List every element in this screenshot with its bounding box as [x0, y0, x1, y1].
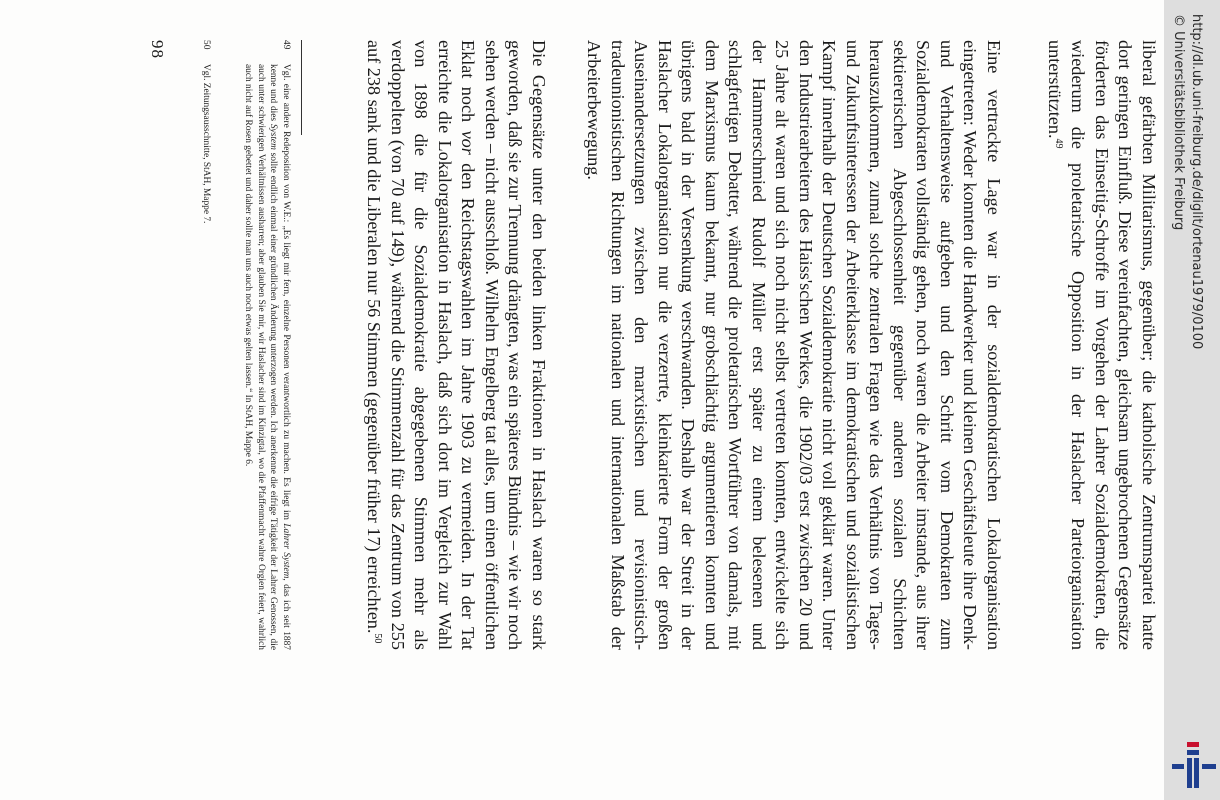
library-band-text — [1164, 0, 1220, 800]
paragraph-1: liberal gefärbten Militarismus, gegenüber; die katholische Zentrumspartei hatte dort geringen Einfluß. Diese vereinfachten, gleichsam ungebrochenen Gegensätze förderten das Einseitig-Schroffe im Vorgehen der Lahrer Sozialdemokraten, die wiederum die proletarische Opposition in der Haslacher Parteiorganisation unterstützten.$^{49}$ — [1045, 40, 1159, 650]
footnote-number: 49 — [281, 40, 291, 50]
footnote-divider — [301, 40, 302, 135]
paragraph-3: Die Gegensätze unter den beiden linken Fraktionen in Haslach waren so stark geworden, daß sie zur Trennung drängten, was ein späteres Bündnis – wie wir noch sehen werden – nicht ausschloß. Wilhelm Engelberg tat alles, um einen öffentlichen Eklat noch vor den Reichstagswahlen im Jahre 1903 zu vermeiden. In der Tat erreichte die Lokalorganisation in Haslach, daß sich dort im Vergleich zur Wahl von 1898 die für die Sozialdemokratie abgegebenen Stimmen mehr als verdoppelten (von 70 auf 149), während die Stimmenzahl für das Zentrum von 255 auf 238 sank und die Liberalen nur 56 Stimmen (gegenüber früher 17) erreichten.$^{50}$ — [364, 40, 549, 650]
scanned-page — [80, 40, 1160, 760]
footnote-50 — [200, 40, 213, 650]
footnote-49 — [242, 40, 292, 650]
footnote-text: Vgl. eine andere Redeposition von W.E.: „Es liegt mir fern, einzelne Personen verantwortlich zu machen. Es liegt im Lahrer System, das ich seit 1887 kenne und dies System sollte endlich einmal einer gründlichen Änderung unterzogen werden. Ich anerkenne die eifrige Tätigkeit der Lahrer Genossen, die auch unter schwierigen Verhältnissen ausharren; aber glauben Sie mir, wir Haslacher sind im Kinzigtal, wo die Pfaffenmacht wahre Orgien feiert, wahrlich auch nicht auf Rosen gebettet und daher sollte man uns auch noch etwas gelten lassen.“ In StAH, Mappe 6. — [243, 64, 291, 650]
ub-freiburg-logo-icon — [1172, 742, 1216, 790]
copyright-notice: © Universitätsbibliothek Freiburg — [1171, 14, 1186, 231]
paragraph-2: Eine vertrackte Lage war in der sozialdemokratischen Lokalorganisation eingetreten: Weder konnten die Handwerker und kleinen Geschäftsleute ihre Denk- und Verhaltensweise aufgeben und den Schritt vom Demokraten zum Sozialdemokraten vollständig gehen, noch waren die Arbeiter imstande, aus ihrer sektiererischen Abgeschlossenheit gegenüber anderen sozialen Schichten herauszukommen, zumal solche zentralen Fragen wie das Verhältnis von Tages- und Zukunftsinteressen der Arbeiterklasse im demokratischen und sozialistischen Kampf innerhalb der Deutschen Sozialdemokratie nicht voll geklärt waren. Unter den Industriearbeitern des Haiss'schen Werkes, die 1902/03 erst zwischen 20 und 25 Jahre alt waren und sich noch nicht selbst vertreten konnten, entwickelte sich der Hammerschmied Rudolf Müller erst später zu einem belesenen und schlagfertigen Debatter, während die proletarischen Wortführer von damals, mit dem Marxismus kaum bekannt, nur grobschlächtig argumentieren konnten und übrigens bald in der Versenkung verschwanden. Deshalb war der Streit in der Haslacher Lokalorganisation nur die verzerrte, kleinkarierte Form der großen Auseinandersetzungen zwischen den marxistischen und revisionistisch-tradeunionistischen Richtungen im nationalen und internationalen Maßstab der Arbeiterbewegung. — [584, 40, 1004, 650]
page-number: 98 — [148, 40, 167, 59]
permalink-url[interactable]: http://dl.ub.uni-freiburg.de/diglit/ortenau1979/0100 — [1189, 14, 1204, 350]
footnote-ref-50[interactable]: 50 — [372, 633, 384, 644]
footnote-number: 50 — [201, 40, 211, 50]
footnote-text: Vgl. Zeitungsausschnitte, StAH, Mappe 7. — [201, 64, 211, 224]
footnote-ref-49[interactable]: 49 — [1053, 138, 1065, 149]
